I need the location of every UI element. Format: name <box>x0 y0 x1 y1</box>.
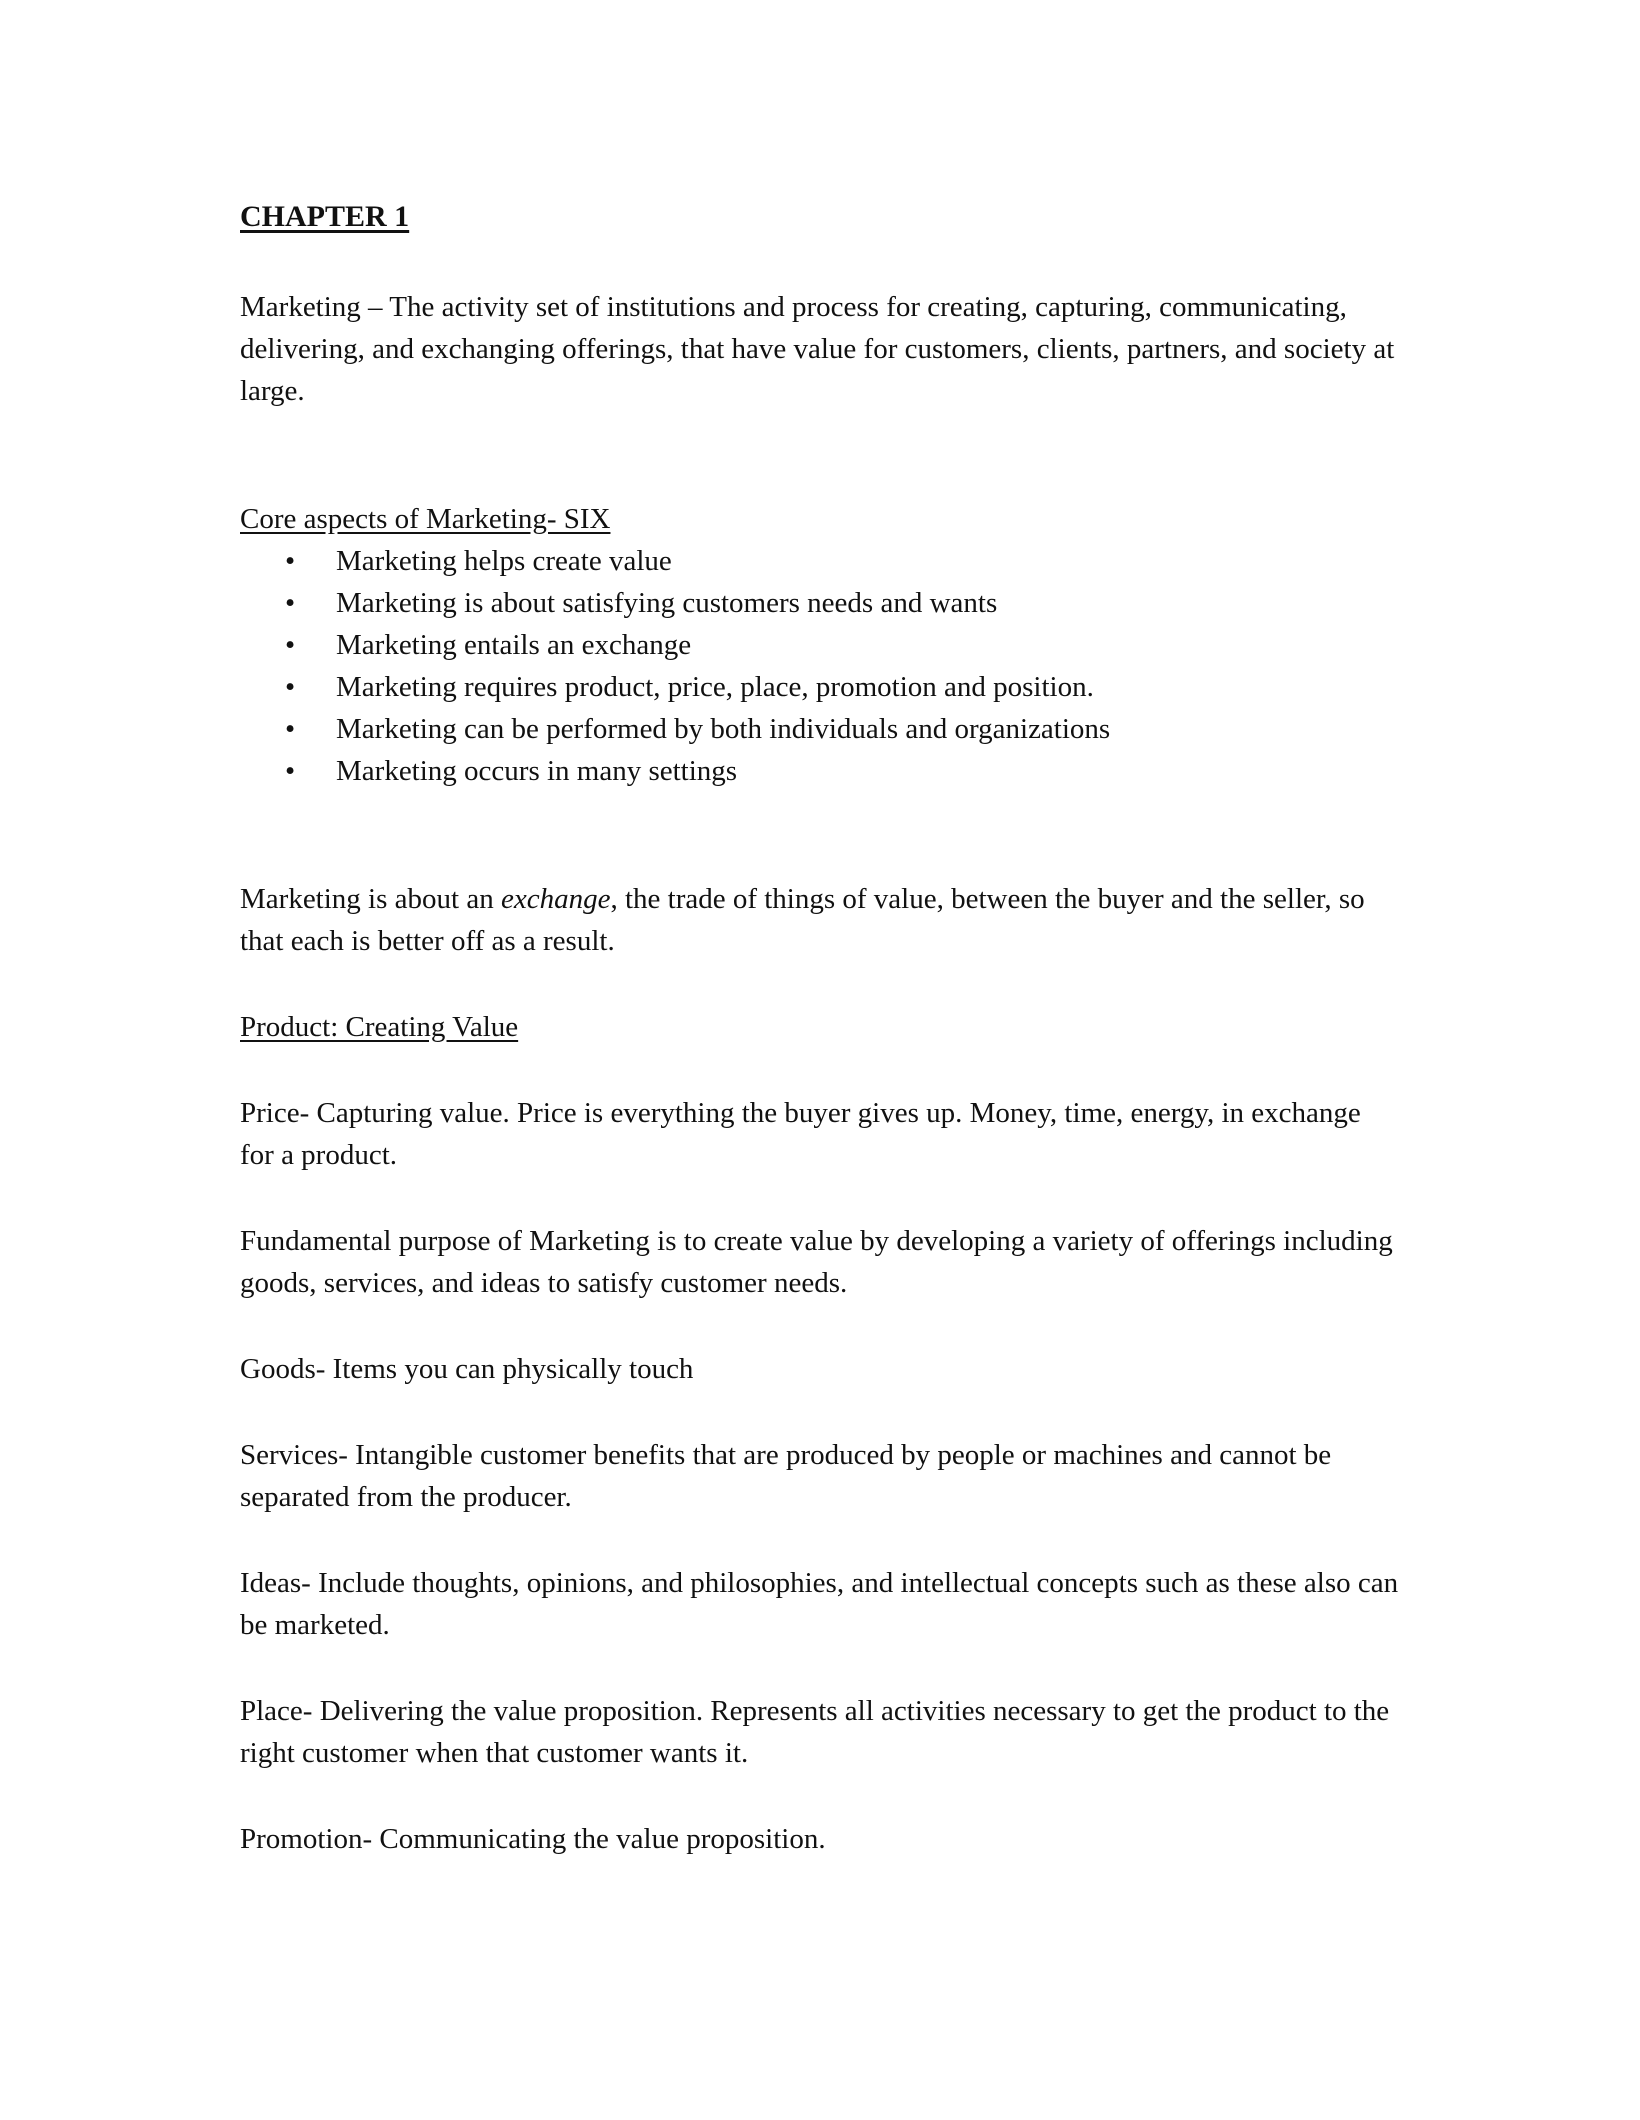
chapter-title: CHAPTER 1 <box>240 200 410 233</box>
goods-paragraph: Goods- Items you can physically touch <box>240 1353 694 1385</box>
bullet-icon: • <box>285 671 296 703</box>
place-paragraph: Place- Delivering the value proposition. Represents all activities necessary to get the product to the right customer when that customer wants it. <box>240 1695 1390 1769</box>
list-item-text: Marketing helps create value <box>336 545 672 577</box>
promotion-paragraph: Promotion- Communicating the value proposition. <box>240 1823 826 1855</box>
exchange-text-before: Marketing is about an <box>240 883 501 915</box>
purpose-paragraph: Fundamental purpose of Marketing is to create value by developing a variety of offerings including goods, services, and ideas to satisfy customer needs. <box>240 1225 1393 1299</box>
bullet-icon: • <box>285 545 296 577</box>
core-aspects-list <box>240 540 1400 792</box>
bullet-icon: • <box>285 713 296 745</box>
list-item <box>240 624 1400 666</box>
list-item <box>240 540 1400 582</box>
list-item <box>240 708 1400 750</box>
core-aspects-heading: Core aspects of Marketing- SIX <box>240 503 611 535</box>
services-paragraph: Services- Intangible customer benefits that are produced by people or machines and cannot be separated from the producer. <box>240 1439 1332 1513</box>
bullet-icon: • <box>285 587 296 619</box>
exchange-paragraph <box>240 878 1400 962</box>
list-item-text: Marketing requires product, price, place, promotion and position. <box>336 671 1094 703</box>
page-content <box>240 196 1400 1860</box>
list-item-text: Marketing entails an exchange <box>336 629 692 661</box>
bullet-icon: • <box>285 629 296 661</box>
product-heading: Product: Creating Value <box>240 1011 519 1043</box>
list-item-text: Marketing can be performed by both individuals and organizations <box>336 713 1111 745</box>
list-item <box>240 750 1400 792</box>
list-item <box>240 666 1400 708</box>
bullet-icon: • <box>285 755 296 787</box>
list-item <box>240 582 1400 624</box>
ideas-paragraph: Ideas- Include thoughts, opinions, and philosophies, and intellectual concepts such as these also can be marketed. <box>240 1567 1399 1641</box>
list-item-text: Marketing is about satisfying customers needs and wants <box>336 587 998 619</box>
price-paragraph: Price- Capturing value. Price is everything the buyer gives up. Money, time, energy, in exchange for a product. <box>240 1097 1361 1171</box>
exchange-emphasis: exchange <box>500 883 611 915</box>
list-item-text: Marketing occurs in many settings <box>336 755 738 787</box>
exchange-text-after: , the trade of things of value, between the buyer and the seller, so that each is better off as a result. <box>240 883 1365 957</box>
marketing-definition: Marketing – The activity set of institutions and process for creating, capturing, communicating, delivering, and exchanging offerings, that have value for customers, clients, partners, and society at large. <box>240 291 1395 407</box>
